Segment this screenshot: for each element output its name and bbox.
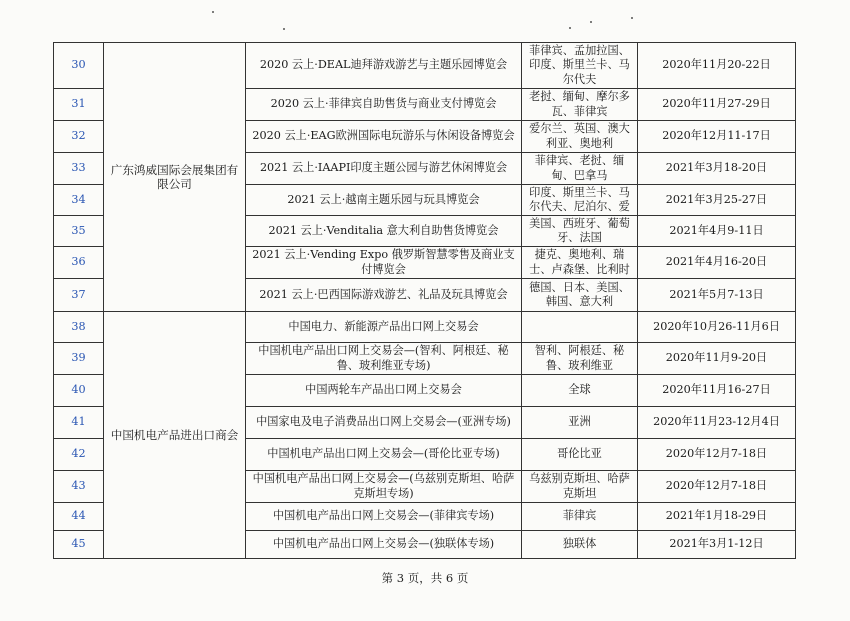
row-number: 40 — [54, 375, 104, 407]
exhibition-name: 2021 云上·IAAPI印度主题公园与游艺休闲博览会 — [246, 153, 522, 185]
page-footer: 第 3 页，共 6 页 — [381, 571, 469, 585]
target-countries: 爱尔兰、英国、澳大利亚、奥地利 — [522, 121, 638, 153]
exhibition-name: 中国两轮车产品出口网上交易会 — [246, 375, 522, 407]
row-number: 31 — [54, 89, 104, 121]
exhibition-name: 中国电力、新能源产品出口网上交易会 — [246, 312, 522, 343]
exhibition-date: 2020年10月26-11月6日 — [638, 312, 796, 343]
target-countries — [522, 312, 638, 343]
row-number: 44 — [54, 503, 104, 531]
exhibition-date: 2021年3月1-12日 — [638, 531, 796, 559]
scan-speck — [212, 11, 214, 13]
table-row — [54, 312, 796, 343]
target-countries: 菲律宾、老挝、缅甸、巴拿马 — [522, 153, 638, 185]
exhibition-date: 2020年11月27-29日 — [638, 89, 796, 121]
target-countries: 捷克、奥地利、瑞士、卢森堡、比利时 — [522, 247, 638, 279]
exhibition-name: 中国机电产品出口网上交易会—(智利、阿根廷、秘鲁、玻利维亚专场) — [246, 343, 522, 375]
exhibition-name: 2021 云上·Vending Expo 俄罗斯智慧零售及商业支付博览会 — [246, 247, 522, 279]
target-countries: 亚洲 — [522, 407, 638, 439]
scan-speck — [590, 21, 592, 23]
exhibition-date: 2020年12月7-18日 — [638, 439, 796, 471]
exhibition-name: 中国机电产品出口网上交易会—(独联体专场) — [246, 531, 522, 559]
exhibition-date: 2020年11月23-12月4日 — [638, 407, 796, 439]
target-countries: 菲律宾、孟加拉国、印度、斯里兰卡、马尔代夫 — [522, 43, 638, 89]
exhibition-date: 2020年11月9-20日 — [638, 343, 796, 375]
exhibition-name: 中国家电及电子消费品出口网上交易会—(亚洲专场) — [246, 407, 522, 439]
row-number: 35 — [54, 216, 104, 247]
exhibition-name: 中国机电产品出口网上交易会—(菲律宾专场) — [246, 503, 522, 531]
row-number: 39 — [54, 343, 104, 375]
exhibition-date: 2021年3月18-20日 — [638, 153, 796, 185]
exhibition-date: 2020年11月16-27日 — [638, 375, 796, 407]
row-number: 45 — [54, 531, 104, 559]
target-countries: 独联体 — [522, 531, 638, 559]
organizer-cell: 广东鸿威国际会展集团有限公司 — [104, 43, 246, 312]
exhibition-table — [53, 42, 796, 559]
exhibition-name: 中国机电产品出口网上交易会—(乌兹别克斯坦、哈萨克斯坦专场) — [246, 471, 522, 503]
exhibition-date: 2020年12月7-18日 — [638, 471, 796, 503]
exhibition-date: 2020年12月11-17日 — [638, 121, 796, 153]
exhibition-date: 2021年1月18-29日 — [638, 503, 796, 531]
target-countries: 全球 — [522, 375, 638, 407]
row-number: 37 — [54, 279, 104, 312]
row-number: 43 — [54, 471, 104, 503]
exhibition-name: 2020 云上·DEAL迪拜游戏游艺与主题乐园博览会 — [246, 43, 522, 89]
row-number: 30 — [54, 43, 104, 89]
row-number: 32 — [54, 121, 104, 153]
row-number: 42 — [54, 439, 104, 471]
target-countries: 德国、日本、美国、韩国、意大利 — [522, 279, 638, 312]
target-countries: 哥伦比亚 — [522, 439, 638, 471]
scan-speck — [569, 27, 571, 29]
scan-speck — [631, 17, 633, 19]
row-number: 41 — [54, 407, 104, 439]
target-countries: 印度、斯里兰卡、马尔代夫、尼泊尔、爱 — [522, 185, 638, 216]
target-countries: 老挝、缅甸、摩尔多瓦、菲律宾 — [522, 89, 638, 121]
row-number: 33 — [54, 153, 104, 185]
exhibition-name: 2021 云上·Venditalia 意大利自助售货博览会 — [246, 216, 522, 247]
row-number: 34 — [54, 185, 104, 216]
exhibition-name: 中国机电产品出口网上交易会—(哥伦比亚专场) — [246, 439, 522, 471]
table-row — [54, 43, 796, 89]
exhibition-date: 2021年5月7-13日 — [638, 279, 796, 312]
target-countries: 智利、阿根廷、秘鲁、玻利维亚 — [522, 343, 638, 375]
row-number: 38 — [54, 312, 104, 343]
exhibition-name: 2021 云上·越南主题乐园与玩具博览会 — [246, 185, 522, 216]
exhibition-date: 2021年3月25-27日 — [638, 185, 796, 216]
exhibition-date: 2021年4月16-20日 — [638, 247, 796, 279]
exhibition-name: 2020 云上·EAG欧洲国际电玩游乐与休闲设备博览会 — [246, 121, 522, 153]
exhibition-name: 2021 云上·巴西国际游戏游艺、礼品及玩具博览会 — [246, 279, 522, 312]
scan-speck — [283, 28, 285, 30]
target-countries: 乌兹别克斯坦、哈萨克斯坦 — [522, 471, 638, 503]
organizer-cell: 中国机电产品进出口商会 — [104, 312, 246, 559]
target-countries: 菲律宾 — [522, 503, 638, 531]
exhibition-date: 2021年4月9-11日 — [638, 216, 796, 247]
row-number: 36 — [54, 247, 104, 279]
exhibition-name: 2020 云上·菲律宾自助售货与商业支付博览会 — [246, 89, 522, 121]
exhibition-date: 2020年11月20-22日 — [638, 43, 796, 89]
target-countries: 美国、西班牙、葡萄牙、法国 — [522, 216, 638, 247]
